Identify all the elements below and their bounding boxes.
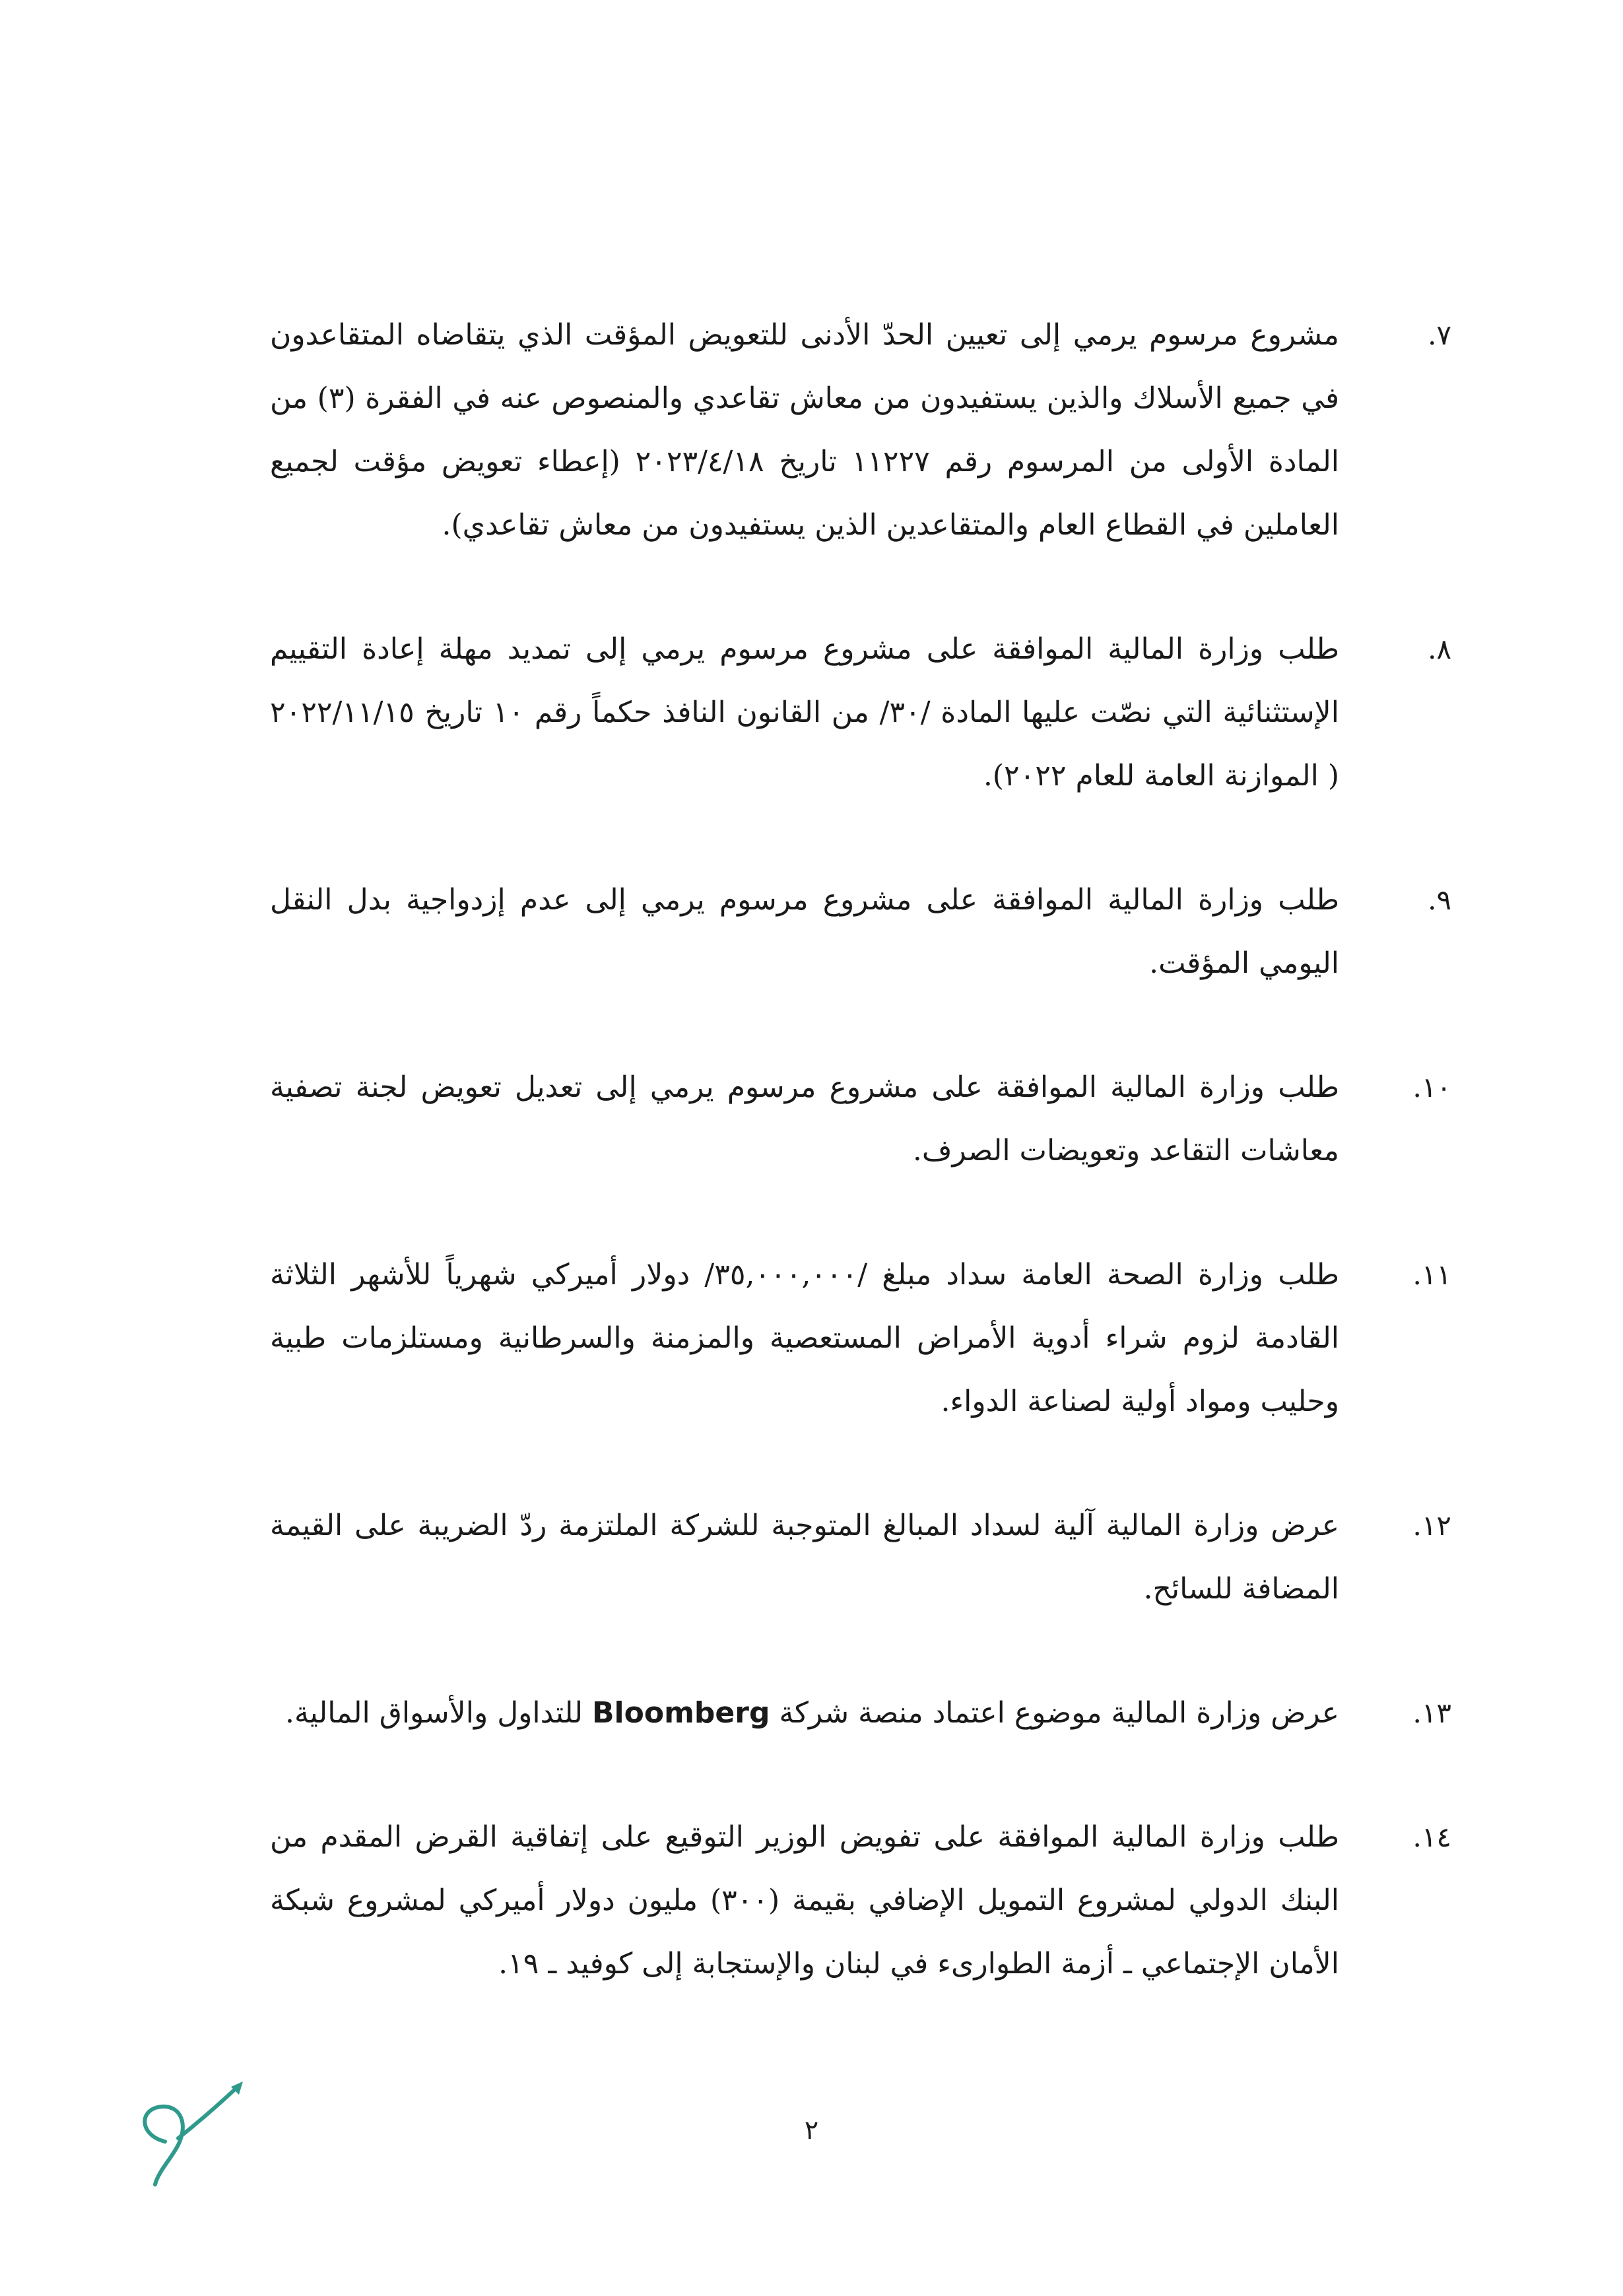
item-text: مشروع مرسوم يرمي إلى تعيين الحدّ الأدنى للتعويض المؤقت الذي يتقاضاه المتقاعدون في جميع الأسلاك والذين يستفيدون من معاش تقاعدي والمنصوص عنه في الفقرة (٣) من المادة الأولى من المرسوم رقم ١١٢٢٧ تاريخ ٢٠٢٣/٤/١٨ (إعطاء تعويض مؤقت لجميع العاملين في القطاع العام والمتقاعدين الذين يستفيدون من معاش تقاعدي). bbox=[270, 318, 1339, 542]
item-number: ١٣. bbox=[1412, 1697, 1451, 1729]
item-number: ١٤. bbox=[1412, 1821, 1451, 1853]
item-text: طلب وزارة الصحة العامة سداد مبلغ /٣٥,٠٠٠,٠٠٠/ دولار أميركي شهرياً للأشهر الثلاثة القادمة لزوم شراء أدوية الأمراض المستعصية والمزمنة والسرطانية ومستلزمات طبية وحليب ومواد أولية لصناعة الدواء. bbox=[270, 1258, 1339, 1418]
page-number: ٢ bbox=[804, 2115, 819, 2146]
agenda-item-14 bbox=[270, 1806, 1451, 1996]
item-number: ١٠. bbox=[1412, 1071, 1451, 1103]
agenda-item-8 bbox=[270, 618, 1451, 808]
item-text: طلب وزارة المالية الموافقة على مشروع مرسوم يرمي إلى عدم إزدواجية بدل النقل اليومي المؤقت. bbox=[270, 883, 1339, 980]
agenda-item-11 bbox=[270, 1243, 1451, 1433]
agenda-item-9 bbox=[270, 869, 1451, 995]
item-text: طلب وزارة المالية الموافقة على مشروع مرسوم يرمي إلى تمديد مهلة إعادة التقييم الإستثنائية التي نصّت عليها المادة /٣٠/ من القانون النافذ حكماً رقم ١٠ تاريخ ٢٠٢٢/١١/١٥ ( الموازنة العامة للعام ٢٠٢٢). bbox=[270, 632, 1339, 793]
item-number: ٨. bbox=[1428, 633, 1451, 665]
agenda-list bbox=[270, 304, 1451, 1996]
agenda-item-13 bbox=[270, 1682, 1451, 1745]
item-number: ٩. bbox=[1428, 884, 1451, 916]
brand-name: Bloomberg bbox=[592, 1696, 770, 1730]
agenda-item-7 bbox=[270, 304, 1451, 557]
agenda-item-12 bbox=[270, 1494, 1451, 1621]
item-text-before: عرض وزارة المالية موضوع اعتماد منصة شركة bbox=[779, 1696, 1339, 1730]
item-number: ٧. bbox=[1428, 319, 1451, 351]
item-text: طلب وزارة المالية الموافقة على تفويض الوزير التوقيع على إتفاقية القرض المقدم من البنك الدولي لمشروع التمويل الإضافي بقيمة (٣٠٠) مليون دولار أميركي لمشروع شبكة الأمان الإجتماعي ـ أزمة الطوارىء في لبنان والإستجابة إلى كوفيد ـ ١٩. bbox=[270, 1820, 1339, 1981]
item-text-after: للتداول والأسواق المالية. bbox=[284, 1696, 583, 1730]
item-text: عرض وزارة المالية آلية لسداد المبالغ المتوجبة للشركة الملتزمة ردّ الضريبة على القيمة المضافة للسائح. bbox=[270, 1509, 1339, 1606]
item-number: ١١. bbox=[1412, 1259, 1451, 1291]
item-number: ١٢. bbox=[1412, 1509, 1451, 1542]
agenda-item-10 bbox=[270, 1056, 1451, 1183]
item-text: طلب وزارة المالية الموافقة على مشروع مرسوم يرمي إلى تعديل تعويض لجنة تصفية معاشات التقاعد وتعويضات الصرف. bbox=[270, 1070, 1339, 1167]
